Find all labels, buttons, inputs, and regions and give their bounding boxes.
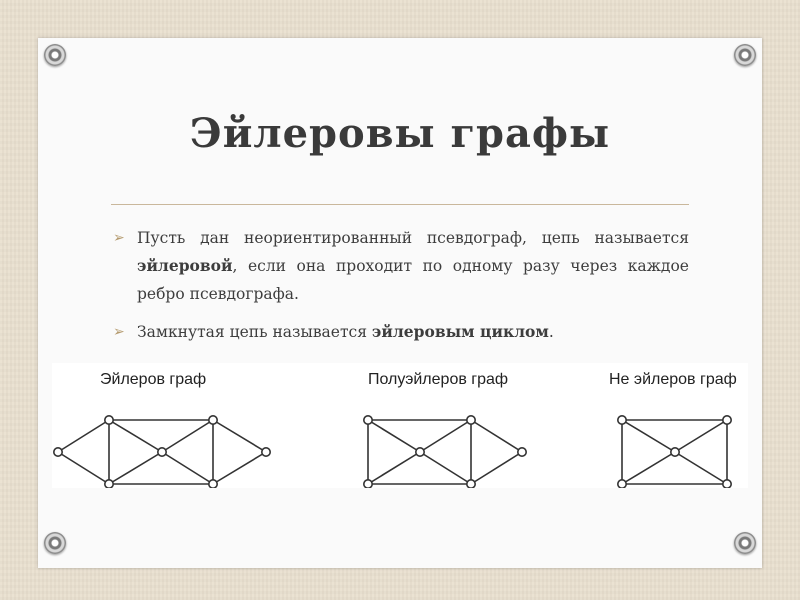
non-eulerian-vertex bbox=[723, 480, 731, 488]
eulerian-vertex bbox=[262, 448, 270, 456]
semi-eulerian-vertex bbox=[467, 416, 475, 424]
eulerian-edge bbox=[213, 420, 266, 452]
eulerian-vertex bbox=[158, 448, 166, 456]
bullet-text: Замкнутая цепь называется эйлеровым циклом. bbox=[137, 322, 554, 341]
eulerian-edge bbox=[213, 452, 266, 484]
bullet-item-definition bbox=[111, 224, 689, 308]
label-semi-eulerian-graph: Полуэйлеров граф bbox=[368, 371, 509, 388]
pushpin-icon-bottom-left bbox=[44, 532, 66, 554]
semi-eulerian-edge bbox=[368, 420, 420, 452]
bullet-text: Пусть дан неориентированный псевдограф, цепь называется эйлеровой, если она проходит по одному разу через каждое ребро псевдографа. bbox=[137, 229, 689, 303]
eulerian-vertex bbox=[54, 448, 62, 456]
pushpin-icon-top-right bbox=[734, 44, 756, 66]
eulerian-vertex bbox=[105, 480, 113, 488]
semi-eulerian-edge bbox=[420, 452, 471, 484]
eulerian-edge bbox=[162, 420, 213, 452]
non-eulerian-vertex bbox=[618, 416, 626, 424]
eulerian-vertex bbox=[105, 416, 113, 424]
semi-eulerian-vertex bbox=[364, 480, 372, 488]
eulerian-edge bbox=[109, 452, 162, 484]
non-eulerian-edge bbox=[622, 452, 675, 484]
eulerian-edge bbox=[162, 452, 213, 484]
eulerian-vertex bbox=[209, 480, 217, 488]
semi-eulerian-vertex bbox=[364, 416, 372, 424]
semi-eulerian-vertex bbox=[467, 480, 475, 488]
bullet-arrow-icon: ➢ bbox=[113, 230, 125, 246]
semi-eulerian-edge bbox=[420, 420, 471, 452]
label-eulerian-graph: Эйлеров граф bbox=[100, 371, 207, 388]
eulerian-vertex bbox=[209, 416, 217, 424]
semi-eulerian-edge bbox=[471, 452, 522, 484]
pushpin-icon-top-left bbox=[44, 44, 66, 66]
graph-examples-svg bbox=[52, 363, 748, 488]
non-eulerian-graph-drawing bbox=[618, 416, 731, 488]
eulerian-edge bbox=[58, 452, 109, 484]
semi-eulerian-vertex bbox=[416, 448, 424, 456]
bullet-arrow-icon: ➢ bbox=[113, 324, 125, 340]
semi-eulerian-edge bbox=[471, 420, 522, 452]
label-non-eulerian-graph: Не эйлеров граф bbox=[609, 371, 737, 388]
eulerian-edge bbox=[109, 420, 162, 452]
non-eulerian-vertex bbox=[723, 416, 731, 424]
semi-eulerian-graph-drawing bbox=[364, 416, 526, 488]
pushpin-icon-bottom-right bbox=[734, 532, 756, 554]
eulerian-graph-drawing bbox=[54, 416, 270, 488]
title-divider bbox=[111, 204, 689, 205]
eulerian-edge bbox=[58, 420, 109, 452]
non-eulerian-edge bbox=[622, 420, 675, 452]
graph-examples-figure bbox=[52, 363, 748, 488]
semi-eulerian-edge bbox=[368, 452, 420, 484]
non-eulerian-vertex bbox=[671, 448, 679, 456]
semi-eulerian-vertex bbox=[518, 448, 526, 456]
slide-title: Эйлеровы графы bbox=[189, 110, 611, 157]
term-eulerian-cycle: эйлеровым циклом bbox=[371, 322, 549, 341]
bullet-item-cycle bbox=[111, 318, 689, 346]
term-eulerian: эйлеровой bbox=[137, 256, 233, 275]
non-eulerian-edge bbox=[675, 420, 727, 452]
non-eulerian-edge bbox=[675, 452, 727, 484]
non-eulerian-vertex bbox=[618, 480, 626, 488]
bullet-list bbox=[111, 224, 689, 346]
